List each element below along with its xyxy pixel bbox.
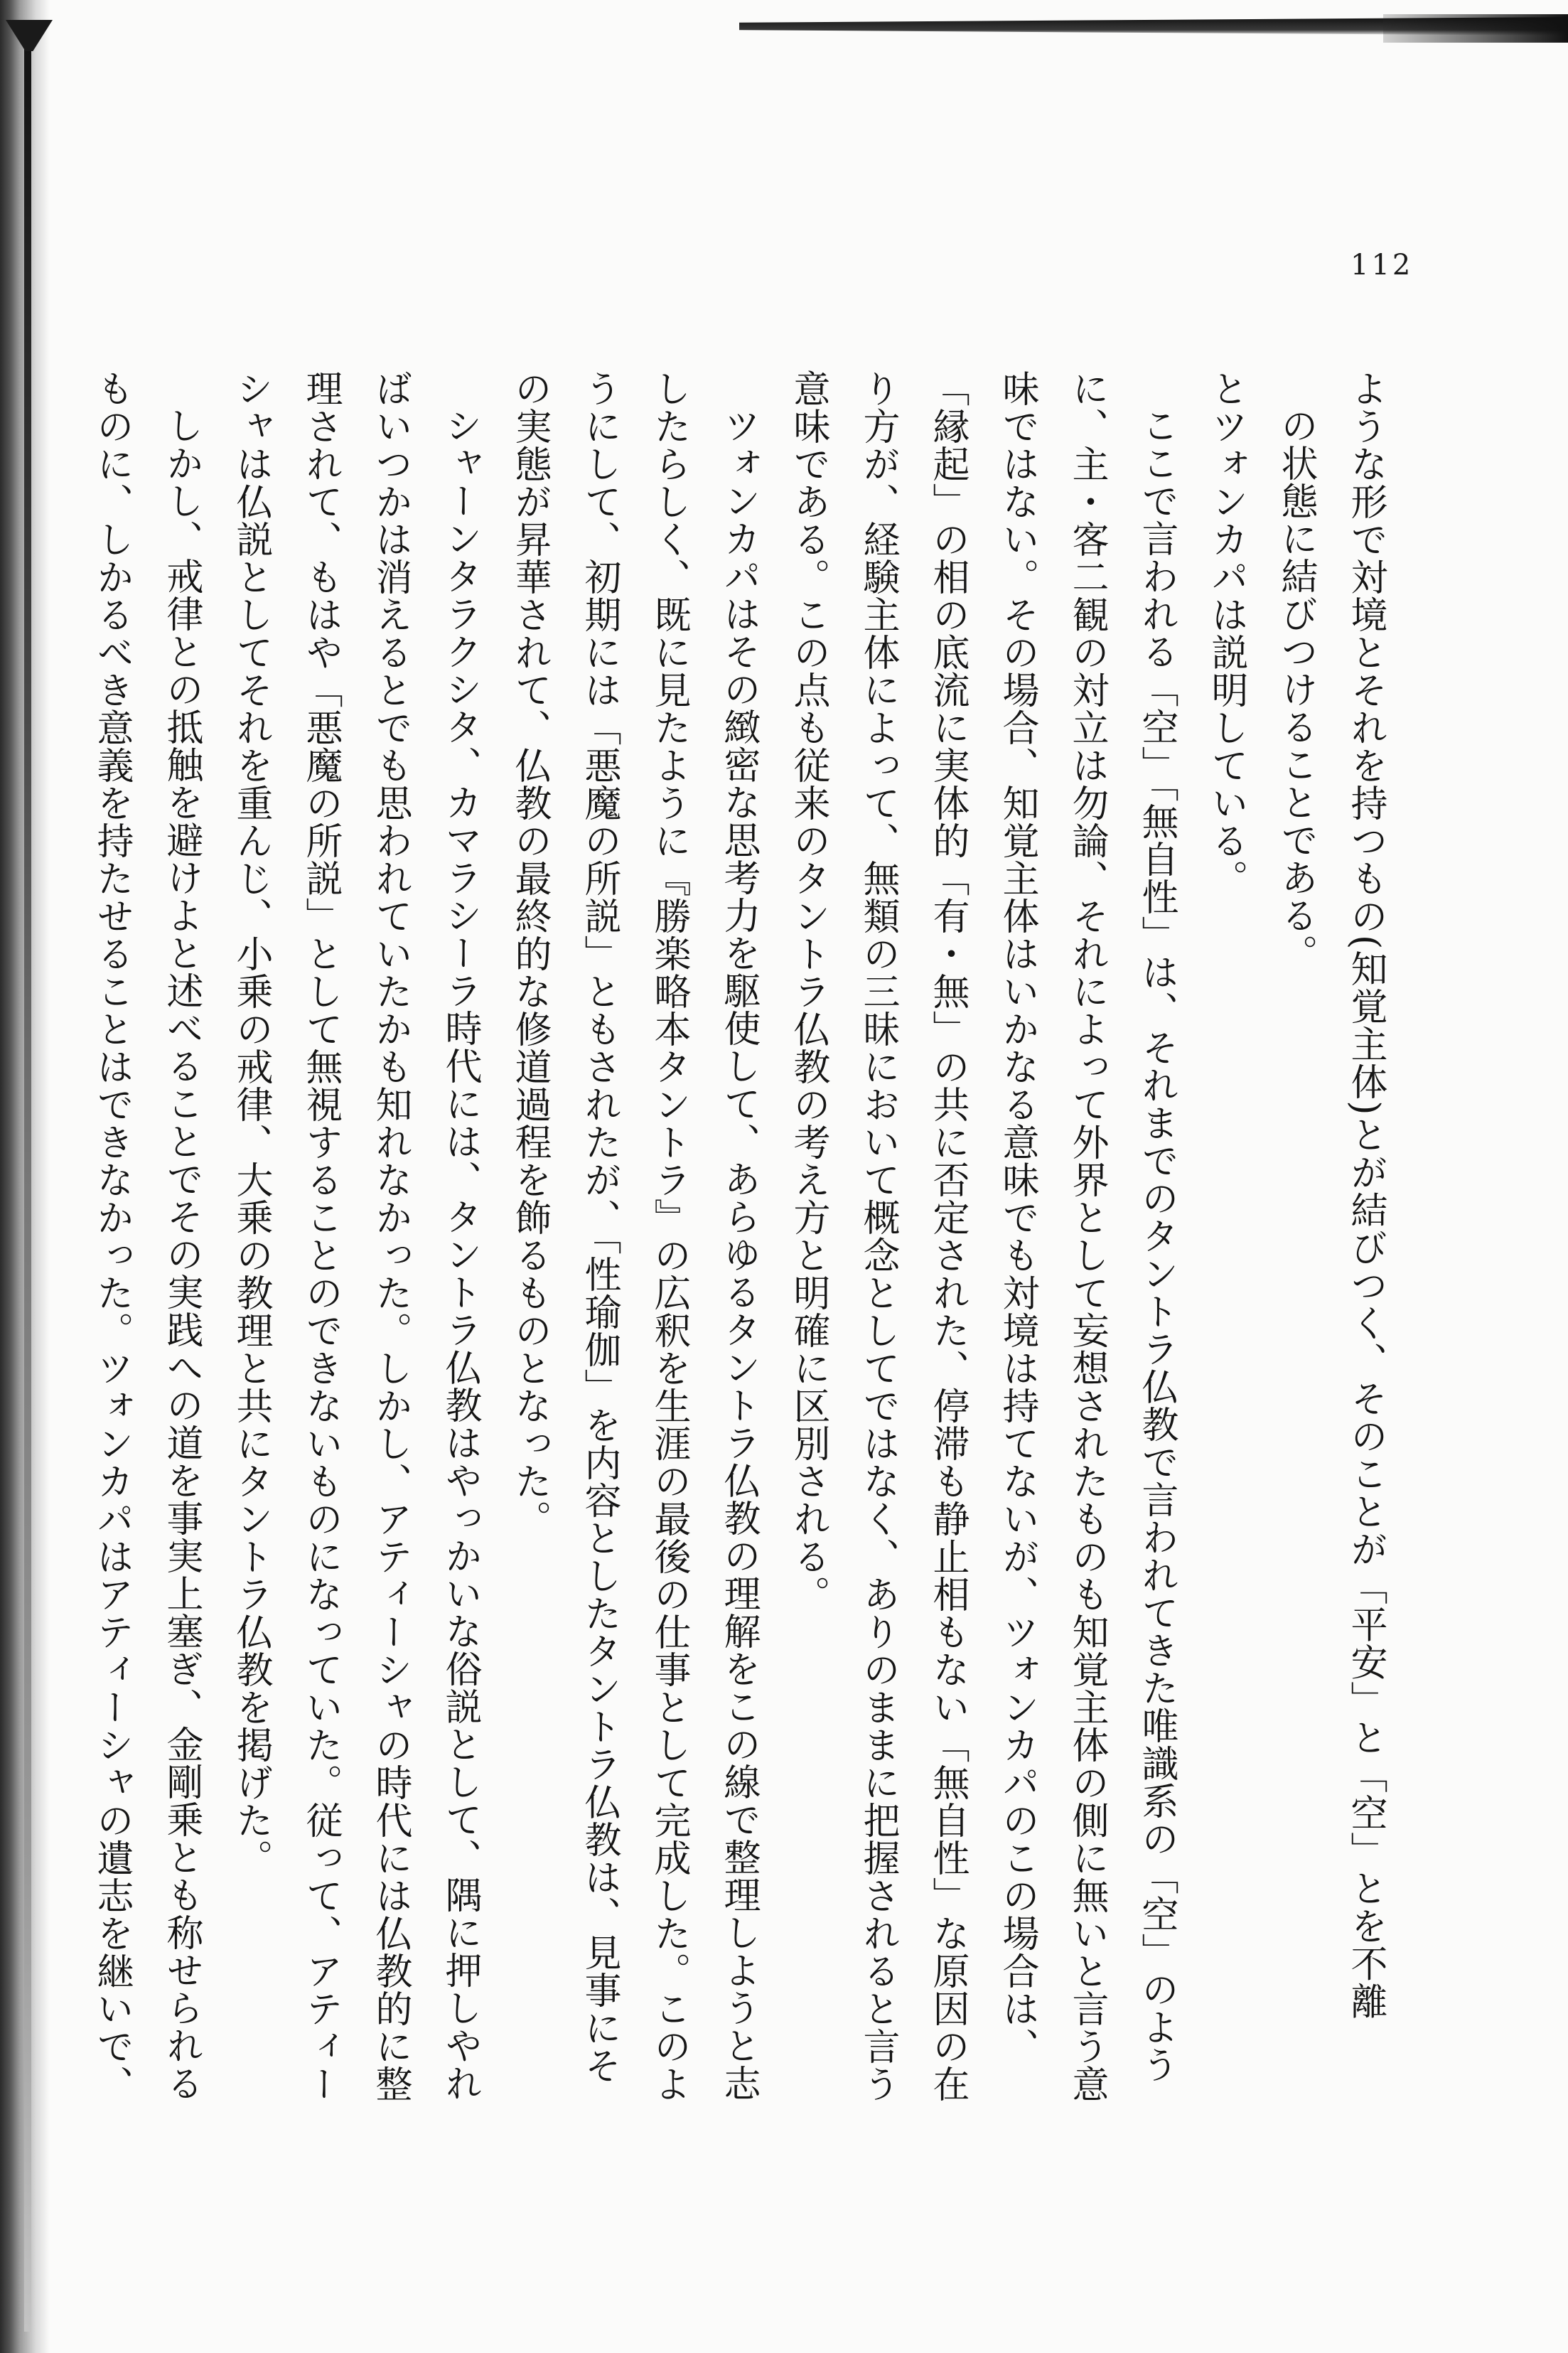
text-line: 「縁起」の相の底流に実体的「有・無」の共に否定された、停滞も静止相もない「無自性」な原因の在 [926, 370, 969, 2103]
text-line: したらしく、既に見たように『勝楽略本タントラ』の広釈を生涯の最後の仕事として完成した。このよ [648, 370, 690, 2103]
text-line: に、主・客二観の対立は勿論、それによって外界として妄想されたものも知覚主体の側に無いと言う意 [1065, 370, 1108, 2103]
text-line: ツォンカパはその緻密な思考力を駆使して、あらゆるタントラ仏教の理解をこの線で整理しようと志 [717, 407, 760, 2102]
text-line: ような形で対境とそれを持つもの(知覚主体)とが結びつく、そのことが「平安」と「空」とを不離 [1344, 370, 1387, 2020]
text-line: の実態が昇華されて、仏教の最終的な修道過程を飾るものとなった。 [508, 370, 551, 1538]
text-line: り方が、経験主体によって、無類の三昧において概念としてではなく、ありのままに把握されると言う [857, 370, 899, 2103]
page-number: 112 [1350, 249, 1414, 282]
scan-shadow-top-right [1383, 14, 1568, 43]
text-line: シャーンタラクシタ、カマラシーラ時代には、タントラ仏教はやっかいな俗説として、隅に押しやれ [439, 407, 481, 2102]
text-line: ばいつかは消えるとでも思われていたかも知れなかった。しかし、アティーシャの時代には仏教的に整 [369, 370, 412, 2103]
body-text [90, 370, 1400, 2303]
text-line: しかし、戒律との抵触を避けよと述べることでその実践への道を事実上塞ぎ、金剛乗とも称せられる [160, 407, 203, 2102]
text-line: の状態に結びつけることである。 [1274, 407, 1317, 972]
text-line: 理されて、もはや「悪魔の所説」として無視することのできないものになっていた。従って、アティー [299, 370, 342, 2103]
text-line: とツォンカパは説明している。 [1205, 370, 1247, 897]
text-line: うにして、初期には「悪魔の所説」ともされたが、「性瑜伽」を内容としたタントラ仏教は、見事にそ [578, 370, 621, 2084]
text-line: 味ではない。その場合、知覚主体はいかなる意味でも対境は持てないが、ツォンカパのこの場合は、 [996, 370, 1038, 2065]
text-line: シャは仏説としてそれを重んじ、小乗の戒律、大乗の教理と共にタントラ仏教を掲げた。 [230, 370, 272, 1877]
book-spine-mark [24, 21, 31, 2332]
text-line: 意味である。この点も従来のタントラ仏教の考え方と明確に区別される。 [787, 370, 829, 1613]
text-line: ここで言われる「空」「無自性」は、それまでのタントラ仏教で言われてきた唯識系の「空」のよう [1135, 407, 1178, 2084]
text-line: ものに、しかるべき意義を持たせることはできなかった。ツォンカパはアティーシャの遺志を継いで、 [90, 370, 133, 2103]
